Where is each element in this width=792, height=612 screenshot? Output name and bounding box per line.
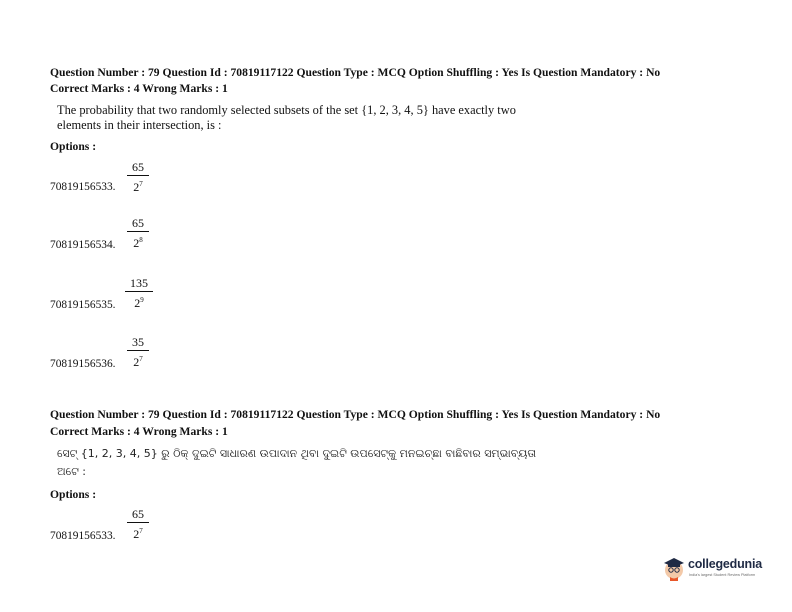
fraction-denominator: $2^9$ (134, 296, 144, 310)
marks-line: Correct Marks : 4 Wrong Marks : 1 (50, 82, 228, 95)
question-meta-line: Question Number : 79 Question Id : 70819117122 Question Type : MCQ Option Shuffling : Yes Is Question Mandatory : No (50, 66, 661, 79)
fraction-denominator: $2^7$ (133, 355, 143, 369)
question-text-line2: ଅଟେ : (57, 465, 87, 478)
fraction-numerator: 65 (127, 507, 149, 523)
option-fraction (127, 507, 149, 541)
fraction-denominator: $2^7$ (133, 527, 143, 541)
option-fraction (127, 335, 149, 369)
option-id: 70819156536. (50, 358, 116, 370)
fraction-denominator: $2^7$ (133, 180, 143, 194)
fraction-numerator: 35 (127, 335, 149, 351)
option-fraction (125, 276, 153, 310)
fraction-denominator: $2^8$ (133, 236, 143, 250)
fraction-numerator: 65 (127, 216, 149, 232)
option-fraction (127, 216, 149, 250)
question-text-line2: elements in their intersection, is : (57, 118, 222, 132)
logo-tagline: India's largest Student Review Platform (689, 573, 756, 577)
fraction-numerator: 65 (127, 160, 149, 176)
option-id: 70819156533. (50, 181, 116, 193)
option-id: 70819156533. (50, 530, 116, 542)
logo-wordmark: collegedunia (688, 557, 763, 571)
question-text-line1: The probability that two randomly selected subsets of the set {1, 2, 3, 4, 5} have exactly two (57, 103, 516, 117)
collegedunia-logo (662, 553, 762, 587)
fraction-numerator: 135 (125, 276, 153, 292)
option-fraction (127, 160, 149, 194)
question-text-line1: ସେଟ୍ {1, 2, 3, 4, 5} ରୁ ଠିକ୍ ଦୁଇଟି ସାଧାରଣ ଉପାଦାନ ଥିବା ଦୁଇଟି ଉପସେଟ୍‌କୁ ମନଇଚ୍ଛା ବାଛିବାର ସମ୍ଭାବ୍ୟତା (57, 447, 537, 460)
graduate-avatar-icon (662, 555, 686, 581)
options-label: Options : (50, 140, 97, 153)
question-meta-line: Question Number : 79 Question Id : 70819117122 Question Type : MCQ Option Shuffling : Yes Is Question Mandatory : No (50, 408, 661, 421)
option-id: 70819156534. (50, 239, 116, 251)
marks-line: Correct Marks : 4 Wrong Marks : 1 (50, 425, 228, 438)
option-id: 70819156535. (50, 299, 116, 311)
options-label: Options : (50, 488, 97, 501)
